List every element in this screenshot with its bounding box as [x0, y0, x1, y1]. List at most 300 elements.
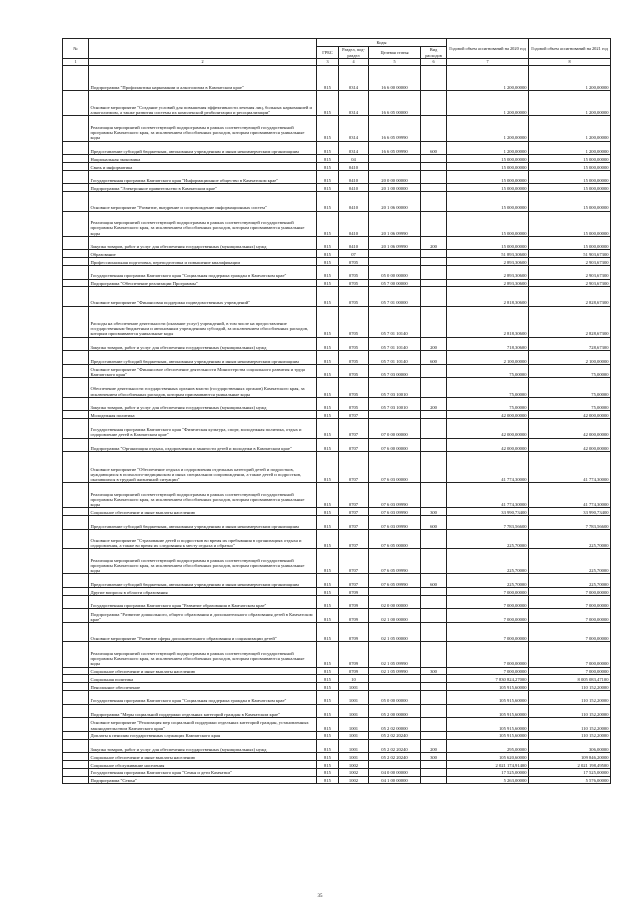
table-row [63, 704, 611, 718]
razdel-cell: 0705 [339, 337, 369, 351]
razdel-cell: 0410 [339, 170, 369, 184]
table-row [63, 574, 611, 588]
table-row [63, 155, 611, 163]
row-num-cell [63, 397, 89, 411]
row-num-cell [63, 731, 89, 739]
grbs-cell: 815 [317, 516, 339, 530]
row-num-cell [63, 337, 89, 351]
table-row [63, 622, 611, 641]
row-name-cell: Социальная политика [89, 675, 317, 683]
target-article-cell: 02 1 05 09990 [369, 642, 421, 667]
grbs-cell: 815 [317, 574, 339, 588]
header-vr: Вид расходов [421, 47, 447, 59]
amount-2020-cell: 7 000,00000 [447, 609, 529, 623]
grbs-cell: 815 [317, 609, 339, 623]
row-num-cell [63, 162, 89, 170]
row-name-cell: Социальное обеспечение и иные выплаты населению [89, 753, 317, 761]
row-num-cell [63, 411, 89, 419]
expense-type-cell [421, 170, 447, 184]
expense-type-cell [421, 419, 447, 438]
amount-2021-cell: 5 576,00000 [529, 776, 611, 784]
expense-type-cell [421, 66, 447, 91]
amount-2021-cell: 2 903,67300 [529, 265, 611, 279]
amount-2020-cell: 2 021 174,91400 [447, 760, 529, 768]
row-name-cell: Закупка товаров, работ и услуг для обеспечения государственных (муниципальных) нужд [89, 739, 317, 753]
row-name-cell: Основное мероприятие "Реализация мер социальной поддержки отдельных категорий граждан, установленных законодательством Камчатского края" [89, 718, 317, 732]
razdel-cell: 0314 [339, 91, 369, 116]
target-article-cell: 05 2 02 20240 [369, 753, 421, 761]
row-name-cell: Подпрограмма "Организация отдыха, оздоровления и занятости детей и молодежи в Камчатском крае" [89, 438, 317, 452]
target-article-cell: 16 6 05 00000 [369, 91, 421, 116]
row-name-cell: Подпрограмма "Меры социальной поддержки отдельных категорий граждан в Камчатском крае" [89, 704, 317, 718]
razdel-cell: 1002 [339, 776, 369, 784]
amount-2020-cell: 225,70000 [447, 574, 529, 588]
expense-type-cell: 300 [421, 667, 447, 675]
row-name-cell: Государственная программа Камчатского края "Социальная поддержка граждан в Камчатском крае" [89, 265, 317, 279]
target-article-cell: 20 1 00 00000 [369, 184, 421, 192]
amount-2020-cell: 51 893,30600 [447, 250, 529, 258]
row-num-cell [63, 192, 89, 211]
amount-2020-cell: 42 000,00000 [447, 419, 529, 438]
column-number: 8 [529, 59, 611, 66]
target-article-cell [369, 760, 421, 768]
amount-2020-cell: 105 620,60000 [447, 753, 529, 761]
grbs-cell: 815 [317, 211, 339, 236]
target-article-cell [369, 683, 421, 691]
grbs-cell: 815 [317, 351, 339, 365]
grbs-cell: 815 [317, 162, 339, 170]
row-num-cell [63, 768, 89, 776]
header-2020: Годовой объем ассигнований на 2020 год [447, 39, 529, 59]
razdel-cell: 04 [339, 155, 369, 163]
amount-2020-cell: 75,00000 [447, 378, 529, 397]
row-num-cell [63, 609, 89, 623]
razdel-cell: 1001 [339, 739, 369, 753]
expense-type-cell: 200 [421, 739, 447, 753]
grbs-cell: 815 [317, 258, 339, 266]
table-row [63, 351, 611, 365]
grbs-cell: 815 [317, 438, 339, 452]
row-name-cell: Реализация мероприятий соответствующей подпрограммы в рамках соответствующей государственной программы Камчатского края, за исключением обособленных расходов, которым присваиваются уникальные коды [89, 211, 317, 236]
expense-type-cell [421, 265, 447, 279]
razdel-cell: 0314 [339, 141, 369, 155]
target-article-cell: 05 7 03 10010 [369, 378, 421, 397]
grbs-cell: 815 [317, 622, 339, 641]
expense-type-cell: 600 [421, 574, 447, 588]
grbs-cell: 815 [317, 760, 339, 768]
amount-2020-cell: 105 915,60000 [447, 718, 529, 732]
amount-2020-cell: 295,00000 [447, 739, 529, 753]
row-num-cell [63, 667, 89, 675]
column-number-row [63, 59, 611, 66]
expense-type-cell: 200 [421, 337, 447, 351]
row-num-cell [63, 508, 89, 516]
table-row [63, 529, 611, 548]
amount-2020-cell: 7 000,00000 [447, 667, 529, 675]
target-article-cell: 07 6 03 09990 [369, 516, 421, 530]
table-row [63, 250, 611, 258]
row-num-cell [63, 704, 89, 718]
target-article-cell: 05 7 03 10010 [369, 397, 421, 411]
column-number: 3 [317, 59, 339, 66]
amount-2020-cell: 2 893,30600 [447, 279, 529, 287]
expense-type-cell [421, 529, 447, 548]
row-num-cell [63, 516, 89, 530]
row-num-cell [63, 739, 89, 753]
amount-2020-cell: 7 000,00000 [447, 622, 529, 641]
row-name-cell: Предоставление субсидий бюджетным, автономным учреждениям и иным некоммерческим организациям [89, 516, 317, 530]
target-article-cell: 05 7 03 00000 [369, 364, 421, 378]
expense-type-cell [421, 483, 447, 508]
expense-type-cell [421, 91, 447, 116]
amount-2021-cell: 110 152,20000 [529, 731, 611, 739]
target-article-cell: 16 6 05 09990 [369, 116, 421, 141]
row-name-cell: Государственная программа Камчатского края "Информационное общество в Камчатском крае" [89, 170, 317, 184]
grbs-cell: 815 [317, 265, 339, 279]
row-name-cell: Закупка товаров, работ и услуг для обеспечения государственных (муниципальных) нужд [89, 397, 317, 411]
razdel-cell: 1001 [339, 731, 369, 739]
expense-type-cell [421, 731, 447, 739]
table-body [63, 66, 611, 784]
amount-2021-cell: 75,00000 [529, 397, 611, 411]
amount-2020-cell: 1 200,00000 [447, 66, 529, 91]
target-article-cell: 05 7 01 00000 [369, 287, 421, 306]
header-codes: Коды [317, 39, 447, 47]
expense-type-cell [421, 768, 447, 776]
table-row [63, 279, 611, 287]
target-article-cell: 05 7 01 10140 [369, 306, 421, 337]
amount-2021-cell: 15 000,00000 [529, 192, 611, 211]
amount-2021-cell: 225,70000 [529, 549, 611, 574]
razdel-cell: 0707 [339, 574, 369, 588]
expense-type-cell [421, 776, 447, 784]
row-name-cell: Предоставление субсидий бюджетным, автономным учреждениям и иным некоммерческим организациям [89, 351, 317, 365]
target-article-cell: 05 2 02 20240 [369, 731, 421, 739]
row-name-cell: Профессиональная подготовка, переподготовка и повышение квалификации [89, 258, 317, 266]
table-row [63, 642, 611, 667]
table-row [63, 768, 611, 776]
table-row [63, 595, 611, 609]
table-row [63, 397, 611, 411]
target-article-cell: 02 0 00 00000 [369, 595, 421, 609]
table-row [63, 587, 611, 595]
amount-2020-cell: 7 783,56600 [447, 516, 529, 530]
row-num-cell [63, 116, 89, 141]
razdel-cell: 0707 [339, 529, 369, 548]
row-name-cell: Предоставление субсидий бюджетным, автономным учреждениям и иным некоммерческим организациям [89, 574, 317, 588]
row-num-cell [63, 306, 89, 337]
grbs-cell: 815 [317, 279, 339, 287]
row-name-cell: Основное мероприятие "Финансовое обеспечение деятельности Министерства социального развития и труда Камчатского края" [89, 364, 317, 378]
razdel-cell: 0707 [339, 508, 369, 516]
target-article-cell: 07 6 05 09990 [369, 574, 421, 588]
row-num-cell [63, 258, 89, 266]
row-name-cell: Основное мероприятие "Страхование детей и подростков во время их пребывания в организациях отдыха и оздоровления, а также во время их следования к месту отдыха и обратно" [89, 529, 317, 548]
expense-type-cell [421, 642, 447, 667]
table-row [63, 739, 611, 753]
row-name-cell: Государственная программа Камчатского края "Физическая культура, спорт, молодежная политика, отдых и оздоровление детей в Камчатском крае" [89, 419, 317, 438]
row-num-cell [63, 364, 89, 378]
amount-2021-cell: 75,00000 [529, 364, 611, 378]
razdel-cell: 0705 [339, 378, 369, 397]
razdel-cell: 0705 [339, 397, 369, 411]
razdel-cell: 1001 [339, 718, 369, 732]
amount-2020-cell: 105 915,60000 [447, 731, 529, 739]
row-num-cell [63, 211, 89, 236]
target-article-cell [369, 675, 421, 683]
row-name-cell: Расходы на обеспечение деятельности (оказание услуг) учреждений, в том числе на предоставление государственным бюджетным и автономным учреждениям субсидий, за исключением обособленных расходов, которым присваиваются уникальные коды [89, 306, 317, 337]
amount-2020-cell: 7 000,00000 [447, 587, 529, 595]
expense-type-cell: 600 [421, 141, 447, 155]
row-num-cell [63, 236, 89, 250]
amount-2020-cell: 2 818,30600 [447, 287, 529, 306]
grbs-cell: 815 [317, 776, 339, 784]
amount-2021-cell: 17 525,00000 [529, 768, 611, 776]
row-num-cell [63, 595, 89, 609]
table-row [63, 306, 611, 337]
target-article-cell: 05 0 00 00000 [369, 265, 421, 279]
amount-2020-cell: 2 818,30600 [447, 306, 529, 337]
grbs-cell: 815 [317, 483, 339, 508]
amount-2020-cell: 75,00000 [447, 397, 529, 411]
amount-2020-cell: 1 200,00000 [447, 141, 529, 155]
amount-2020-cell: 75,00000 [447, 364, 529, 378]
razdel-cell: 0709 [339, 622, 369, 641]
table-row [63, 609, 611, 623]
grbs-cell: 815 [317, 397, 339, 411]
grbs-cell: 815 [317, 690, 339, 704]
row-name-cell: Основное мероприятие "Создание условий для повышения эффективности лечения лиц, больных наркоманией и алкоголизмом, а также развития системы их комплексной реабилитации и ресоциализации" [89, 91, 317, 116]
expense-type-cell [421, 549, 447, 574]
target-article-cell [369, 162, 421, 170]
amount-2020-cell: 7 000,00000 [447, 642, 529, 667]
amount-2021-cell: 2 021 198,49500 [529, 760, 611, 768]
amount-2021-cell: 2 828,67300 [529, 287, 611, 306]
grbs-cell: 815 [317, 306, 339, 337]
page-number: 35 [317, 894, 323, 899]
amount-2020-cell: 15 000,00000 [447, 211, 529, 236]
table-row [63, 141, 611, 155]
target-article-cell: 07 0 00 00000 [369, 419, 421, 438]
amount-2020-cell: 7 830 824,27000 [447, 675, 529, 683]
amount-2020-cell: 718,30600 [447, 337, 529, 351]
row-num-cell [63, 438, 89, 452]
row-name-cell: Закупка товаров, работ и услуг для обеспечения государственных (муниципальных) нужд [89, 236, 317, 250]
row-num-cell [63, 683, 89, 691]
razdel-cell: 0707 [339, 549, 369, 574]
grbs-cell: 815 [317, 667, 339, 675]
grbs-cell: 815 [317, 236, 339, 250]
grbs-cell: 815 [317, 529, 339, 548]
amount-2020-cell: 225,70000 [447, 529, 529, 548]
amount-2020-cell: 2 893,30600 [447, 265, 529, 279]
row-num-cell [63, 760, 89, 768]
target-article-cell: 05 7 01 10140 [369, 337, 421, 351]
amount-2021-cell: 7 000,00000 [529, 667, 611, 675]
table-row [63, 667, 611, 675]
row-name-cell: Доплаты к пенсиям государственных служащих Камчатского края [89, 731, 317, 739]
amount-2020-cell: 33 990,73400 [447, 508, 529, 516]
amount-2020-cell: 15 000,00000 [447, 170, 529, 184]
amount-2021-cell: 15 000,00000 [529, 211, 611, 236]
razdel-cell: 0709 [339, 587, 369, 595]
table-row [63, 483, 611, 508]
expense-type-cell [421, 718, 447, 732]
row-name-cell: Реализация мероприятий соответствующей подпрограммы в рамках соответствующей государственной программы Камчатского края, за исключением обособленных расходов, которым присваиваются уникальные коды [89, 116, 317, 141]
amount-2021-cell: 15 000,00000 [529, 155, 611, 163]
amount-2020-cell: 7 000,00000 [447, 595, 529, 609]
column-number: 2 [89, 59, 317, 66]
table-row [63, 452, 611, 483]
column-number: 6 [421, 59, 447, 66]
expense-type-cell [421, 704, 447, 718]
razdel-cell: 0705 [339, 258, 369, 266]
amount-2021-cell: 7 000,00000 [529, 587, 611, 595]
grbs-cell: 815 [317, 184, 339, 192]
table-row [63, 718, 611, 732]
amount-2021-cell: 110 152,20000 [529, 704, 611, 718]
row-name-cell: Реализация мероприятий соответствующей подпрограммы в рамках соответствующей государственной программы Камчатского края, за исключением обособленных расходов, которым присваиваются уникальные коды [89, 549, 317, 574]
table-row [63, 337, 611, 351]
target-article-cell: 20 1 06 09990 [369, 211, 421, 236]
table-row [63, 258, 611, 266]
expense-type-cell [421, 211, 447, 236]
target-article-cell: 07 6 03 09990 [369, 483, 421, 508]
row-name-cell: Основное мероприятие "Развитие, внедрение и сопровождение информационных систем" [89, 192, 317, 211]
expense-type-cell [421, 184, 447, 192]
amount-2020-cell: 15 000,00000 [447, 236, 529, 250]
table-row [63, 91, 611, 116]
expense-type-cell [421, 587, 447, 595]
budget-table-sheet [62, 38, 610, 784]
row-name-cell: Основное мероприятие "Финансовая поддержка подведомственных учреждений" [89, 287, 317, 306]
row-name-cell: Закупка товаров, работ и услуг для обеспечения государственных (муниципальных) нужд [89, 337, 317, 351]
target-article-cell: 05 7 00 00000 [369, 279, 421, 287]
header-razdel: Раздел, под-раздел [339, 47, 369, 59]
razdel-cell: 0410 [339, 211, 369, 236]
row-name-cell: Государственная программа Камчатского края "Социальная поддержка граждан в Камчатском крае" [89, 690, 317, 704]
amount-2021-cell: 15 000,00000 [529, 162, 611, 170]
expense-type-cell [421, 438, 447, 452]
grbs-cell: 815 [317, 718, 339, 732]
amount-2021-cell: 2 903,67300 [529, 279, 611, 287]
row-num-cell [63, 378, 89, 397]
target-article-cell: 05 2 00 00000 [369, 704, 421, 718]
amount-2020-cell: 42 000,00000 [447, 438, 529, 452]
razdel-cell: 0709 [339, 642, 369, 667]
row-name-cell: Подпрограмма "Электронное правительство в Камчатском крае" [89, 184, 317, 192]
table-row [63, 690, 611, 704]
row-num-cell [63, 155, 89, 163]
grbs-cell: 815 [317, 411, 339, 419]
header-grbs: ГРБС [317, 47, 339, 59]
expense-type-cell: 300 [421, 753, 447, 761]
expense-type-cell [421, 683, 447, 691]
target-article-cell: 07 6 00 00000 [369, 438, 421, 452]
razdel-cell: 0314 [339, 66, 369, 91]
razdel-cell: 10 [339, 675, 369, 683]
grbs-cell: 815 [317, 116, 339, 141]
grbs-cell: 815 [317, 337, 339, 351]
row-num-cell [63, 250, 89, 258]
row-num-cell [63, 690, 89, 704]
header-2021: Годовой объем ассигнований на 2021 год [529, 39, 611, 59]
table-row [63, 438, 611, 452]
target-article-cell: 16 6 05 09990 [369, 141, 421, 155]
amount-2021-cell: 7 000,00000 [529, 609, 611, 623]
razdel-cell: 0707 [339, 419, 369, 438]
table-row [63, 776, 611, 784]
amount-2020-cell: 2 893,30600 [447, 258, 529, 266]
row-name-cell: Социальное обеспечение и иные выплаты населению [89, 667, 317, 675]
row-name-cell: Подпрограмма "Обеспечение реализации Программы" [89, 279, 317, 287]
column-number: 1 [63, 59, 89, 66]
amount-2021-cell: 41 774,30000 [529, 483, 611, 508]
target-article-cell: 02 1 05 09990 [369, 667, 421, 675]
row-name-cell: Социальное обслуживание населения [89, 760, 317, 768]
row-num-cell [63, 549, 89, 574]
amount-2021-cell: 225,70000 [529, 574, 611, 588]
table-row [63, 170, 611, 184]
row-num-cell [63, 452, 89, 483]
target-article-cell: 05 0 00 00000 [369, 690, 421, 704]
row-name-cell: Образование [89, 250, 317, 258]
amount-2021-cell: 110 152,20000 [529, 718, 611, 732]
table-row [63, 184, 611, 192]
amount-2020-cell: 15 000,00000 [447, 192, 529, 211]
grbs-cell: 815 [317, 704, 339, 718]
amount-2020-cell: 1 200,00000 [447, 116, 529, 141]
expense-type-cell [421, 675, 447, 683]
grbs-cell: 815 [317, 192, 339, 211]
amount-2021-cell: 51 903,67300 [529, 250, 611, 258]
amount-2021-cell: 7 783,56600 [529, 516, 611, 530]
target-article-cell: 02 1 00 00000 [369, 609, 421, 623]
target-article-cell [369, 411, 421, 419]
target-article-cell: 05 7 01 10140 [369, 351, 421, 365]
row-name-cell: Национальная экономика [89, 155, 317, 163]
table-row [63, 731, 611, 739]
table-row [63, 116, 611, 141]
row-num-cell [63, 587, 89, 595]
grbs-cell: 815 [317, 170, 339, 184]
table-row [63, 192, 611, 211]
row-num-cell [63, 574, 89, 588]
grbs-cell: 815 [317, 155, 339, 163]
amount-2021-cell: 728,67300 [529, 337, 611, 351]
column-number: 4 [339, 59, 369, 66]
grbs-cell: 815 [317, 419, 339, 438]
target-article-cell: 20 0 00 00000 [369, 170, 421, 184]
grbs-cell: 815 [317, 287, 339, 306]
target-article-cell: 20 1 06 09990 [369, 236, 421, 250]
table-row [63, 265, 611, 279]
grbs-cell: 815 [317, 66, 339, 91]
amount-2021-cell: 15 000,00000 [529, 184, 611, 192]
amount-2020-cell: 5 263,00000 [447, 776, 529, 784]
expense-type-cell: 200 [421, 236, 447, 250]
grbs-cell: 815 [317, 675, 339, 683]
expense-type-cell [421, 595, 447, 609]
razdel-cell: 0709 [339, 595, 369, 609]
grbs-cell: 815 [317, 753, 339, 761]
target-article-cell: 02 1 05 00000 [369, 622, 421, 641]
row-name-cell: Подпрограмма "Развитие дошкольного, общего образования и дополнительного образования детей в Камчатском крае" [89, 609, 317, 623]
amount-2020-cell: 105 915,60000 [447, 690, 529, 704]
amount-2021-cell: 7 000,00000 [529, 642, 611, 667]
target-article-cell: 04 0 00 00000 [369, 768, 421, 776]
amount-2021-cell: 15 000,00000 [529, 170, 611, 184]
